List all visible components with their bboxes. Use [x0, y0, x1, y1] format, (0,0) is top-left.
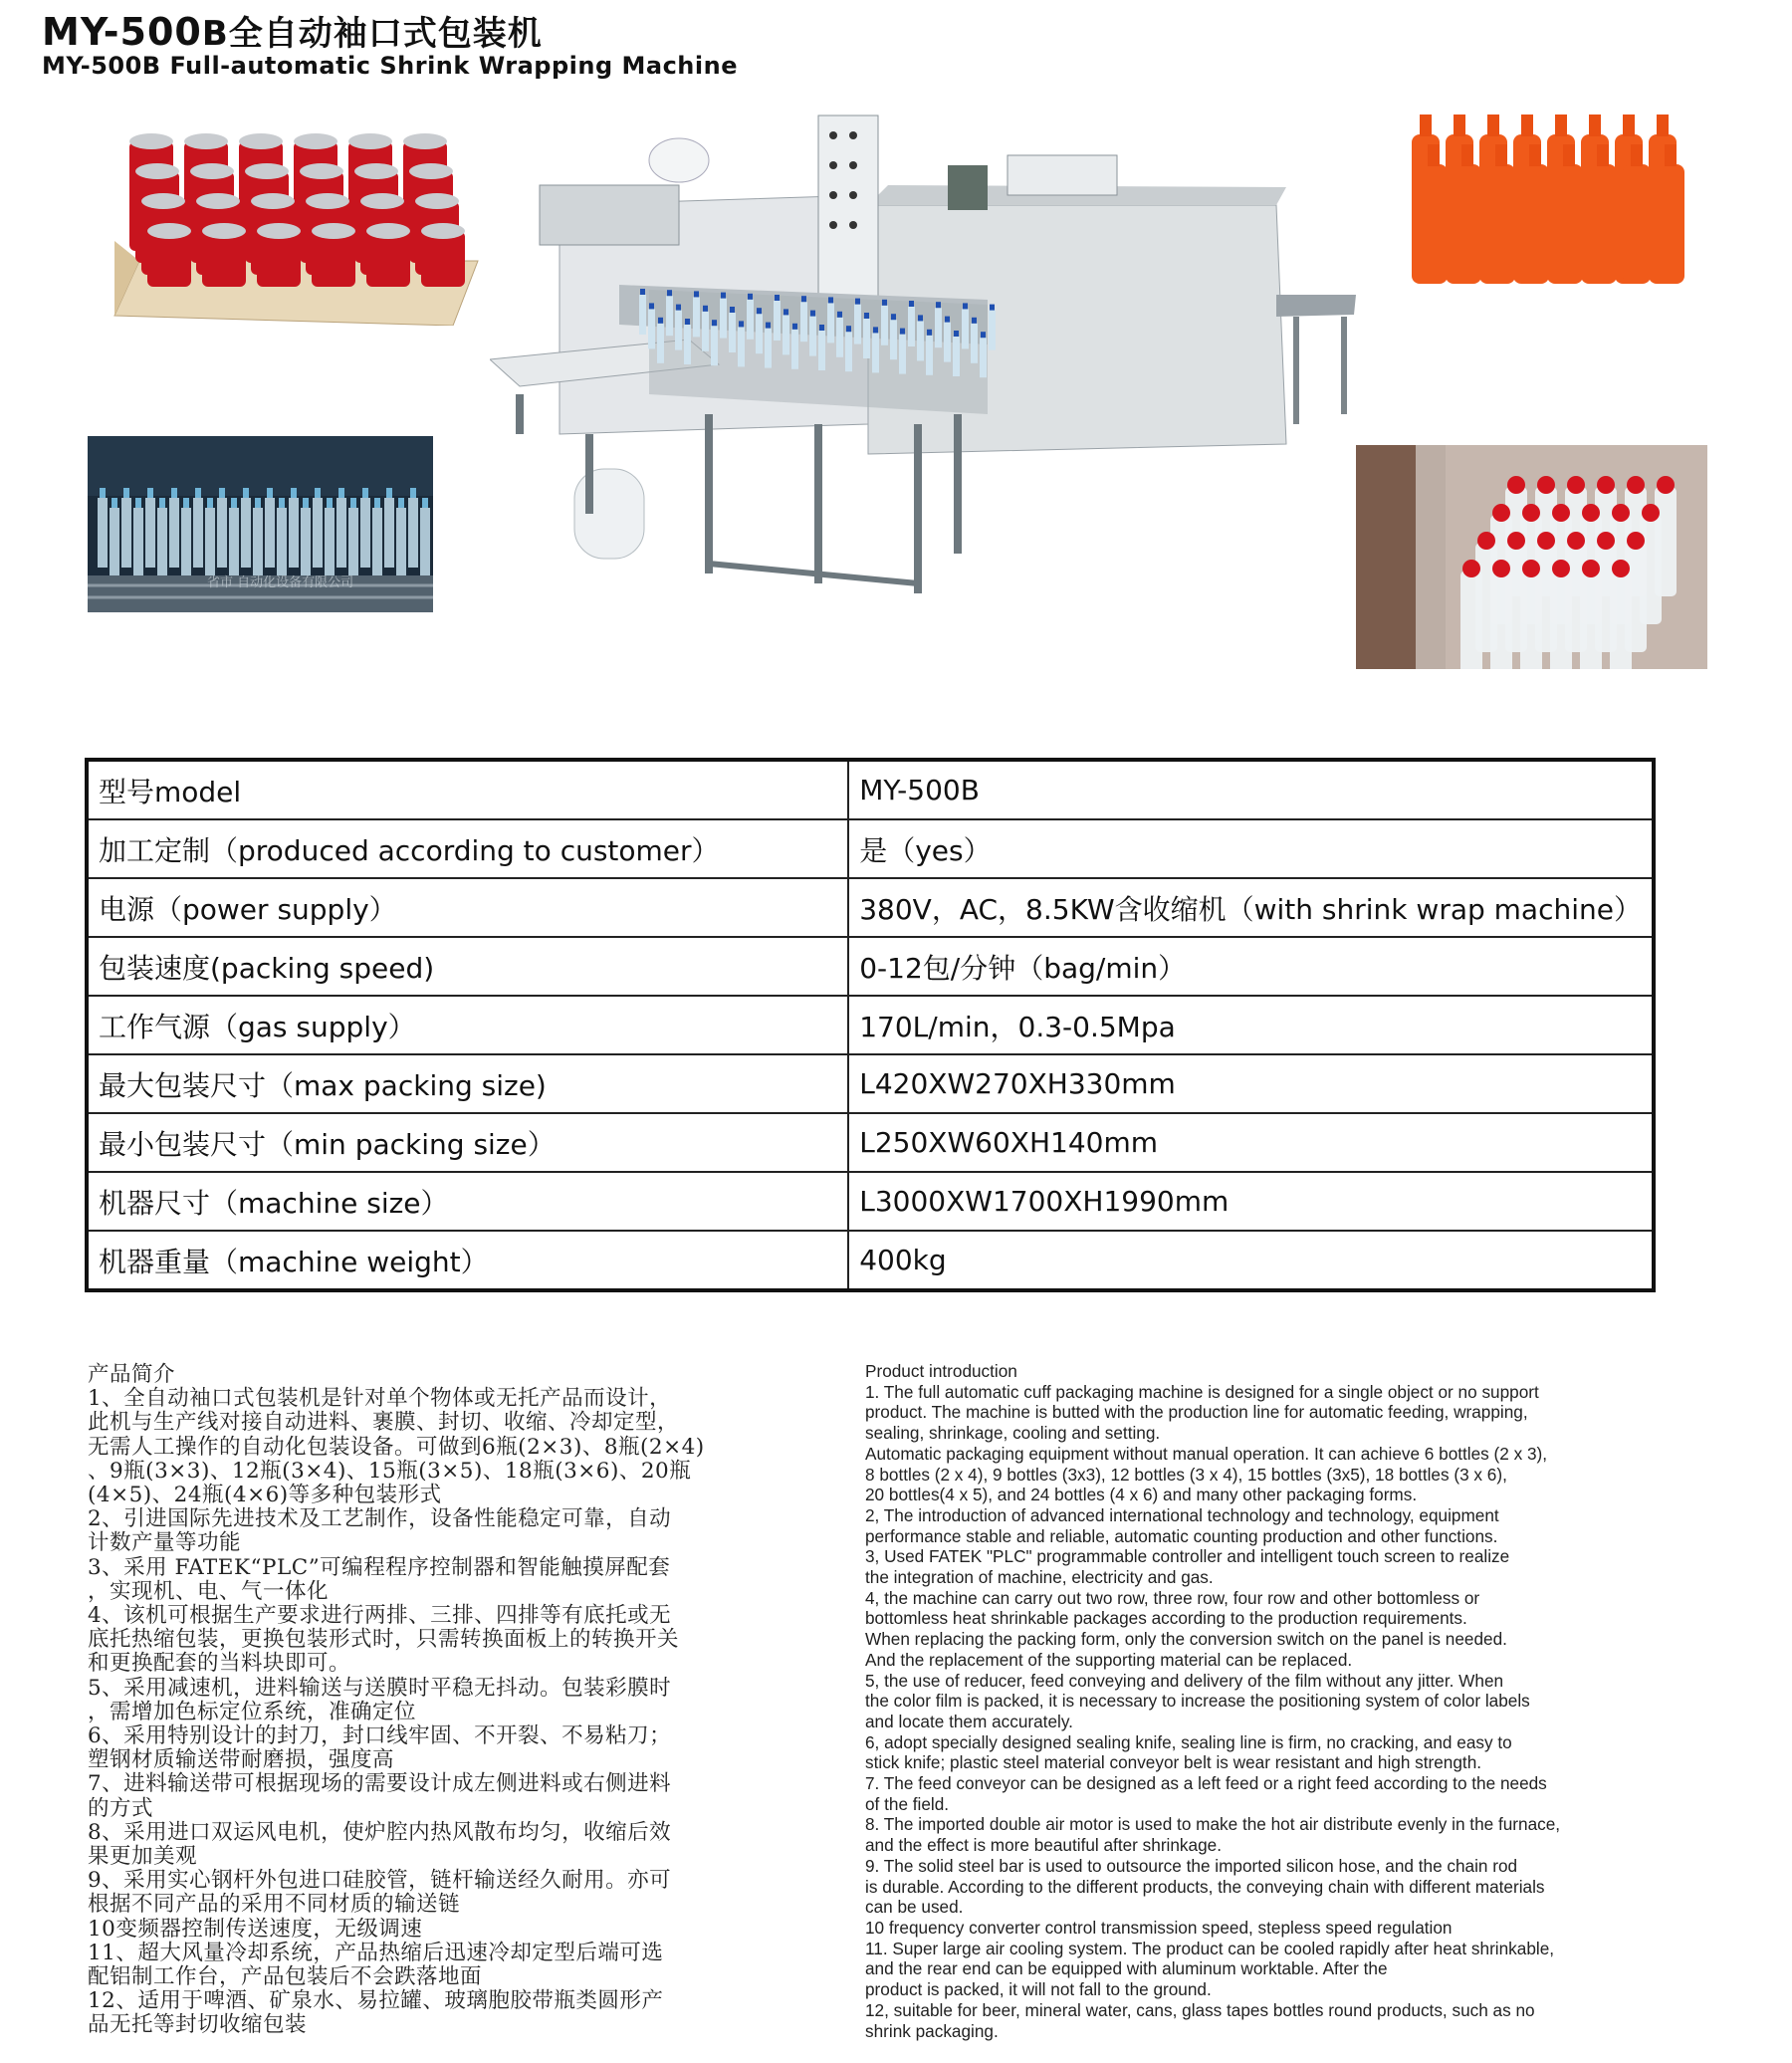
- intro-line: 9. The solid steel bar is used to outsource the imported silicon hose, and the chain rod: [865, 1855, 1518, 1876]
- intro-line: 2, The introduction of advanced international technology and technology, equipment: [865, 1504, 1499, 1525]
- intro-line: 此机与生产线对接自动进料、裹膜、封切、收缩、冷却定型，: [88, 1410, 680, 1436]
- intro-line: can be used.: [865, 1897, 964, 1918]
- specs-table: [85, 758, 1656, 1292]
- spec-value: L420XW270XH330mm: [848, 1054, 1654, 1113]
- spec-row: [87, 760, 1654, 819]
- intro-line: And the replacement of the supporting material can be replaced.: [865, 1649, 1353, 1670]
- intro-line: and the effect is more beautiful after shrinkage.: [865, 1835, 1222, 1856]
- orange-drink-bottles-pack-photo: [1404, 95, 1692, 309]
- intro-line: ，实现机、电、气一体化: [88, 1578, 330, 1604]
- intro-line: (4×5)、24瓶(4×6)等多种包装形式: [88, 1483, 442, 1508]
- spec-value: 400kg: [848, 1231, 1654, 1290]
- spec-label: 工作气源（gas supply）: [87, 996, 848, 1054]
- intro-line: 10变频器控制传送速度，无级调速: [88, 1916, 423, 1942]
- intro-line: 底托热缩包装，更换包装形式时，只需转换面板上的转换开关: [88, 1627, 680, 1653]
- spec-row: [87, 1172, 1654, 1231]
- intro-line: 根据不同产品的采用不同材质的输送链: [88, 1892, 461, 1918]
- intro-line: stick knife; plastic steel material conveyor belt is wear resistant and high strength.: [865, 1752, 1482, 1773]
- intro-line: 计数产量等功能: [88, 1530, 242, 1556]
- intro-line: sealing, shrinkage, cooling and setting.: [865, 1423, 1161, 1444]
- intro-line: 12、适用于啤酒、矿泉水、易拉罐、玻璃胞胶带瓶类圆形产: [88, 1988, 664, 2014]
- intro-line: 3、采用 FATEK“PLC”可编程程序控制器和智能触摸屏配套: [88, 1554, 671, 1580]
- red-cap-bottles-pack-photo: [1356, 445, 1707, 669]
- intro-line: 5, the use of reducer, feed conveying and delivery of the film without any jitter. When: [865, 1670, 1504, 1691]
- intro-line: 20 bottles(4 x 5), and 24 bottles (4 x 6) and many other packaging forms.: [865, 1485, 1418, 1505]
- spec-row: [87, 1113, 1654, 1172]
- intro-line: 11. Super large air cooling system. The product can be cooled rapidly after heat shrinkable,: [865, 1938, 1555, 1958]
- model-number: MY-500: [42, 10, 202, 54]
- spec-value: 0-12包/分钟（bag/min）: [848, 937, 1654, 996]
- intro-line: 6、采用特别设计的封刀，封口线牢固、不开裂、不易粘刀；: [88, 1723, 672, 1749]
- intro-line: When replacing the packing form, only the conversion switch on the panel is needed.: [865, 1629, 1507, 1650]
- intro-line: of the field.: [865, 1793, 950, 1814]
- intro-line: 和更换配套的当料块即可。: [88, 1651, 351, 1677]
- product-intro-en: [865, 1361, 1681, 2041]
- intro-line: 8 bottles (2 x 4), 9 bottles (3x3), 12 bottles (3 x 4), 15 bottles (3x5), 18 bottles (3 x 6),: [865, 1464, 1507, 1485]
- spec-row: [87, 878, 1654, 937]
- intro-line: 4, the machine can carry out two row, three row, four row and other bottomless or: [865, 1587, 1480, 1608]
- spec-label: 电源（power supply）: [87, 878, 848, 937]
- spec-value: L3000XW1700XH1990mm: [848, 1172, 1654, 1231]
- intro-line: is durable. According to the different products, the conveying chain with different materials: [865, 1876, 1545, 1897]
- spec-value: 380V，AC，8.5KW含收缩机（with shrink wrap machine）: [848, 878, 1654, 937]
- intro-line: bottomless heat shrinkable packages according to the production requirements.: [865, 1608, 1467, 1629]
- intro-line: Automatic packaging equipment without manual operation. It can achieve 6 bottles (2 x 3),: [865, 1443, 1548, 1464]
- intro-line: 果更加美观: [88, 1844, 198, 1870]
- spec-label: 机器重量（machine weight）: [87, 1231, 848, 1290]
- intro-line: 8、采用进口双运风电机，使炉腔内热风散布均匀，收缩后效: [88, 1819, 672, 1845]
- intro-line: 8. The imported double air motor is used to make the hot air distribute evenly in the furnace,: [865, 1814, 1561, 1835]
- spec-row: [87, 1054, 1654, 1113]
- page-title-cn: [42, 6, 543, 55]
- intro-line: 6, adopt specially designed sealing knife, sealing line is firm, no cracking, and easy to: [865, 1731, 1512, 1752]
- intro-line: Product introduction: [865, 1361, 1017, 1381]
- intro-line: and locate them accurately.: [865, 1711, 1073, 1731]
- spec-label: 机器尺寸（machine size）: [87, 1172, 848, 1231]
- intro-line: ，需增加色标定位系统，准确定位: [88, 1699, 417, 1724]
- spec-label: 加工定制（produced according to customer）: [87, 819, 848, 878]
- intro-line: 5、采用减速机，进料输送与送膜时平稳无抖动。包装彩膜时: [88, 1675, 672, 1701]
- intro-line: 10 frequency converter control transmission speed, stepless speed regulation: [865, 1917, 1453, 1938]
- water-bottles-conveyor-photo: [88, 436, 433, 612]
- intro-line: 11、超大风量冷却系统，产品热缩后迅速冷却定型后端可选: [88, 1940, 664, 1965]
- spec-row: [87, 1231, 1654, 1290]
- intro-line: 配铝制工作台，产品包装后不会跌落地面: [88, 1964, 483, 1990]
- title-cn-text: B全自动袖口式包装机: [201, 14, 543, 54]
- intro-line: 1. The full automatic cuff packaging machine is designed for a single object or no support: [865, 1381, 1539, 1402]
- spec-value: L250XW60XH140mm: [848, 1113, 1654, 1172]
- intro-line: 4、该机可根据生产要求进行两排、三排、四排等有底托或无: [88, 1603, 672, 1629]
- spec-row: [87, 937, 1654, 996]
- intro-line: product is packed, it will not fall to the ground.: [865, 1979, 1212, 2000]
- spec-row: [87, 996, 1654, 1054]
- intro-line: 7. The feed conveyor can be designed as a left feed or a right feed according to the needs: [865, 1773, 1547, 1794]
- intro-line: 9、采用实心钢杆外包进口硅胶管，链杆输送经久耐用。亦可: [88, 1868, 672, 1894]
- photo-watermark: 省市 自动化设备有限公司: [207, 575, 354, 590]
- intro-line: shrink packaging.: [865, 2020, 999, 2041]
- product-intro-cn: [88, 1363, 824, 2038]
- intro-line: 品无托等封切收缩包装: [88, 2012, 308, 2038]
- spec-label: 最大包装尺寸（max packing size): [87, 1054, 848, 1113]
- spec-label: 包装速度(packing speed): [87, 937, 848, 996]
- spec-row: [87, 819, 1654, 878]
- intro-line: 、9瓶(3×3)、12瓶(3×4)、15瓶(3×5)、18瓶(3×6)、20瓶: [88, 1458, 692, 1484]
- coca-cola-cans-tray-photo: [100, 112, 493, 326]
- spec-label: 型号model: [87, 760, 848, 819]
- intro-line: product. The machine is butted with the production line for automatic feeding, wrapping,: [865, 1402, 1528, 1423]
- page-title-en: MY-500B Full-automatic Shrink Wrapping Machine: [42, 52, 738, 80]
- intro-line: 塑钢材质输送带耐磨损，强度高: [88, 1747, 395, 1773]
- intro-line: performance stable and reliable, automatic counting production and other functions.: [865, 1525, 1498, 1546]
- intro-line: 产品简介: [88, 1362, 176, 1387]
- intro-line: 1、全自动袖口式包装机是针对单个物体或无托产品而设计，: [88, 1386, 672, 1412]
- intro-line: 12, suitable for beer, mineral water, cans, glass tapes bottles round products, such as no: [865, 1999, 1535, 2020]
- spec-value: 是（yes）: [848, 819, 1654, 878]
- intro-line: 2、引进国际先进技术及工艺制作，设备性能稳定可靠，自动: [88, 1506, 672, 1532]
- shrink-wrapping-machine-photo: [490, 96, 1356, 633]
- intro-line: and the rear end can be equipped with aluminum worktable. After the: [865, 1958, 1388, 1979]
- intro-line: 无需人工操作的自动化包装设备。可做到6瓶(2×3)、8瓶(2×4): [88, 1434, 705, 1460]
- intro-line: 7、进料输送带可根据现场的需要设计成左侧进料或右侧进料: [88, 1771, 672, 1797]
- intro-line: 3, Used FATEK "PLC" programmable controller and intelligent touch screen to realize: [865, 1546, 1510, 1567]
- intro-line: 的方式: [88, 1795, 154, 1821]
- intro-line: the integration of machine, electricity and gas.: [865, 1567, 1214, 1588]
- intro-line: the color film is packed, it is necessary to increase the positioning system of color labels: [865, 1691, 1530, 1712]
- spec-value: MY-500B: [848, 760, 1654, 819]
- spec-value: 170L/min，0.3-0.5Mpa: [848, 996, 1654, 1054]
- spec-label: 最小包装尺寸（min packing size）: [87, 1113, 848, 1172]
